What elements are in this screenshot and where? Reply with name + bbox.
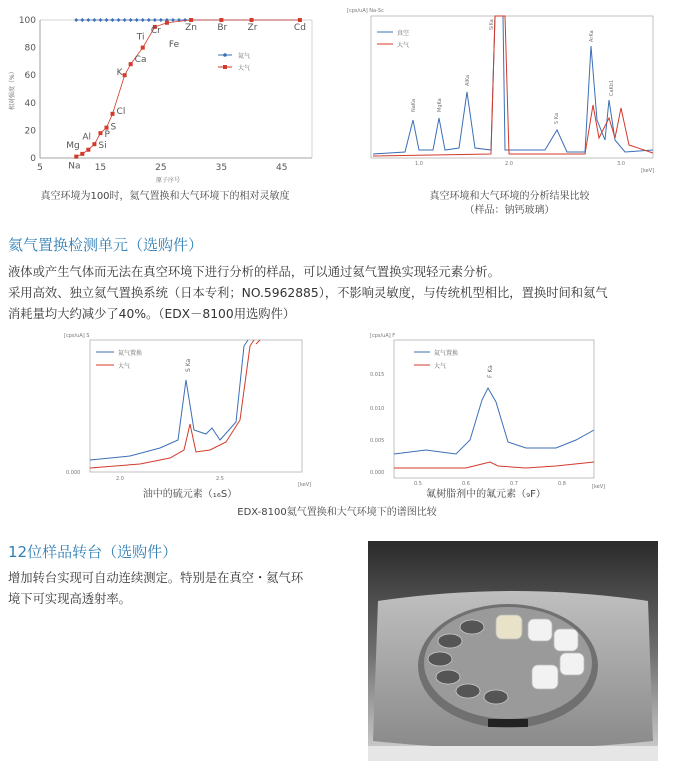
tr-peak-na: NaKa <box>411 98 417 112</box>
tl-element-label: Mg <box>66 140 80 151</box>
mid-caption: EDX-8100氦气置换和大气环境下的谱图比较 <box>237 507 437 518</box>
tl-air-point <box>111 112 115 116</box>
sample-turret-photo <box>368 541 658 761</box>
mr-yunit: [cps/uA] F <box>370 333 396 339</box>
tl-element-label: Cl <box>116 106 126 117</box>
tr-caption-line1: 真空环境和大气环境的分析结果比较 <box>429 191 590 202</box>
tl-legend-air: 大气 <box>238 65 251 72</box>
tl-helium-point <box>129 18 133 22</box>
tl-helium-point <box>98 18 102 22</box>
tl-xtick-0: 5 <box>37 163 43 173</box>
tl-xtick-3: 35 <box>215 163 228 173</box>
tl-air-point <box>298 18 302 22</box>
tr-peak-ca: CaKb1 <box>609 79 615 96</box>
fluorine-spectrum-chart <box>366 330 606 490</box>
tl-ytick-2: 40 <box>24 98 36 109</box>
tl-helium-point <box>104 18 108 22</box>
mr-legend <box>414 349 458 370</box>
tr-xtick-3: 3.0 <box>617 161 625 167</box>
ml-legend-helium: 氦气置换 <box>118 350 143 357</box>
ml-legend-air: 大气 <box>118 363 131 370</box>
tr-peak-s: S Ka <box>554 112 560 124</box>
section1-line1: 液体或产生气体而无法在真空环境下进行分析的样品，可以通过氦气置换实现轻元素分析。 <box>8 265 500 279</box>
tl-ytick-4: 80 <box>24 43 36 54</box>
mr-xtick-4: 0.8 <box>558 481 566 487</box>
tl-helium-point <box>74 18 78 22</box>
tl-ylabel: 相对强度（%） <box>9 68 16 110</box>
section1-paragraph <box>8 262 668 325</box>
ml-helium-line <box>90 340 248 460</box>
mr-xunit: [keV] <box>592 484 606 490</box>
tl-air-point <box>219 18 223 22</box>
mr-ytick-4: 0.000 <box>370 470 385 476</box>
tr-xunit: [keV] <box>641 168 655 174</box>
tr-peak-si: SiKa <box>489 19 495 30</box>
tl-helium-point <box>111 18 115 22</box>
mr-xtick-1: 0.5 <box>414 481 422 487</box>
tl-element-label: Si <box>98 141 107 152</box>
ml-xtick-1: 2.0 <box>116 476 124 482</box>
tl-element-label: Zr <box>247 23 258 33</box>
tl-element-label: S <box>110 122 117 133</box>
mr-xtick-3: 0.7 <box>510 481 518 487</box>
tl-element-label: Al <box>82 132 92 143</box>
tr-caption <box>345 190 674 218</box>
tl-legend <box>218 52 250 72</box>
tl-helium-point <box>171 18 175 22</box>
mr-ytick-2: 0.010 <box>370 406 385 412</box>
tl-air-point <box>129 62 133 66</box>
tl-air-point <box>189 18 193 22</box>
tr-legend-vacuum: 真空 <box>397 30 410 37</box>
ml-xunit: [keV] <box>298 482 312 488</box>
section1-line3: 消耗量均大约减少了40%。（EDX－8100用选购件） <box>8 307 296 321</box>
tl-air-point <box>86 148 90 152</box>
tl-helium-point <box>153 18 157 22</box>
tr-legend <box>377 29 409 49</box>
tl-element-label: Zn <box>185 23 197 33</box>
section2-title: 12位样品转台（选购件） <box>8 543 178 561</box>
tl-helium-point <box>135 18 139 22</box>
spectrum-comparison-chart <box>345 0 674 180</box>
ml-ytick: 0.000 <box>66 470 81 476</box>
tr-xtick-2: 2.0 <box>505 161 513 167</box>
mr-air-line <box>394 462 594 468</box>
tl-air-point <box>165 21 169 25</box>
tl-air-point <box>123 73 127 77</box>
mr-caption: 氟树脂剂中的氟元素（₉F） <box>426 489 546 500</box>
tr-yunit: [cps/uA] Na-Sc <box>347 8 384 14</box>
tr-peak-mg: MgKa <box>437 98 443 112</box>
ml-legend <box>96 349 142 370</box>
mr-ytick-1: 0.015 <box>370 372 385 378</box>
mr-xtick-2: 0.6 <box>462 481 470 487</box>
tl-legend-helium: 氦气 <box>238 53 251 60</box>
tl-ytick-3: 60 <box>24 71 36 82</box>
tl-caption: 真空环境为100时，氦气置换和大气环境下的相对灵敏度 <box>40 191 290 202</box>
tl-element-label: Ca <box>134 55 147 66</box>
tl-ytick-0: 0 <box>30 154 36 164</box>
tl-ytick-5: 100 <box>18 16 36 26</box>
tl-helium-point <box>141 18 145 22</box>
tr-legend-air: 大气 <box>397 42 410 49</box>
section2-line2: 境下可实现高透射率。 <box>8 592 131 606</box>
tl-helium-point <box>183 18 187 22</box>
tr-xtick-1: 1.0 <box>415 161 423 167</box>
sulfur-spectrum-chart <box>60 330 320 490</box>
section2-paragraph <box>8 568 348 610</box>
tl-element-label: Ti <box>136 32 145 43</box>
tl-xtick-4: 45 <box>276 163 288 173</box>
tr-peak-al: AlKa <box>465 74 471 86</box>
tl-ytick-1: 20 <box>24 126 36 137</box>
ml-peak-label: S Ka <box>185 358 192 372</box>
relative-sensitivity-chart <box>0 0 330 185</box>
tl-element-label: Cd <box>293 23 306 33</box>
mr-legend-air: 大气 <box>434 363 447 370</box>
ml-xtick-2: 2.5 <box>216 476 224 482</box>
tl-element-label: Br <box>217 23 228 33</box>
section1-line2: 采用高效、独立氦气置换系统（日本专利；NO.5962885），不影响灵敏度，与传统机型相比，置换时间和氦气 <box>8 286 608 300</box>
tl-helium-point <box>159 18 163 22</box>
ml-air-line <box>90 340 254 468</box>
tl-helium-point <box>86 18 90 22</box>
tl-helium-point <box>92 18 96 22</box>
ml-caption: 油中的硫元素（₁₆S） <box>142 489 238 500</box>
tl-element-label: K <box>116 68 123 79</box>
tl-element-label: P <box>104 130 110 141</box>
section2-line1: 增加转台实现可自动连续测定。特别是在真空・氦气环 <box>8 571 304 585</box>
mr-peak-label: F Ka <box>487 365 494 378</box>
tl-helium-point <box>117 18 121 22</box>
tl-xtick-2: 25 <box>155 163 167 173</box>
tl-xlabel: 原子序号 <box>155 177 181 184</box>
mr-helium-line <box>394 388 594 454</box>
tl-air-point <box>250 18 254 22</box>
tl-air-point <box>74 155 78 159</box>
tl-helium-point <box>147 18 151 22</box>
tl-xtick-1: 15 <box>94 163 107 173</box>
mr-legend-helium: 氦气置换 <box>434 350 459 357</box>
tr-caption-line2: （样品：钠钙玻璃） <box>464 205 555 216</box>
ml-yunit: [cps/uA] S <box>64 333 90 339</box>
tl-air-point <box>104 126 108 130</box>
tl-helium-point <box>123 18 127 22</box>
tl-air-point <box>80 152 84 156</box>
tr-peak-ar: ArKa <box>589 30 595 42</box>
tl-air-point <box>98 131 102 135</box>
tl-element-label: Cr <box>150 25 161 36</box>
tl-helium-point <box>80 18 84 22</box>
tl-element-label: Na <box>68 161 81 172</box>
section1-title: 氦气置换检测单元（选购件） <box>8 236 204 254</box>
tl-air-point <box>92 142 96 146</box>
tl-air-point <box>141 46 145 50</box>
mr-ytick-3: 0.005 <box>370 438 385 444</box>
tl-element-label: Fe <box>168 39 180 50</box>
